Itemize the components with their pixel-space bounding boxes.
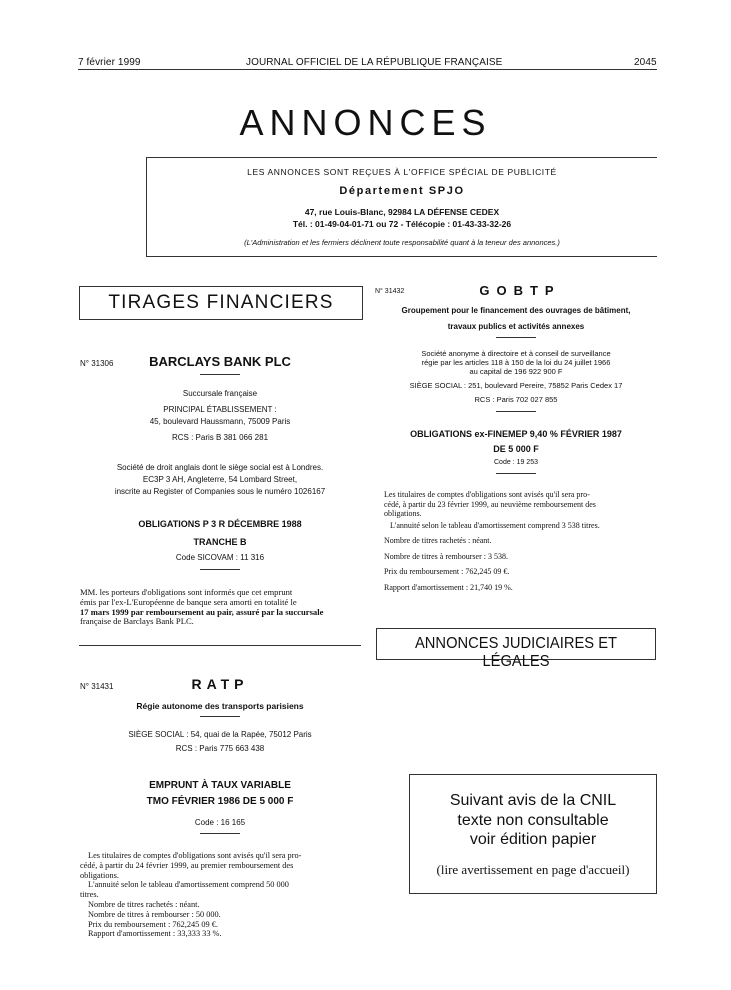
cnil-notice-box	[409, 774, 657, 894]
cnil-line2: texte non consultable	[457, 812, 609, 829]
notice-box	[146, 157, 657, 257]
gobtp-obligations: OBLIGATIONS ex-FINEMEP 9,40 % FÉVRIER 1987	[410, 429, 622, 439]
page-title: ANNONCES	[239, 102, 492, 143]
ratp-body-line7: Nombre de titres à rembourser : 50 000.	[88, 909, 221, 919]
barclays-line1: Succursale française	[182, 389, 258, 398]
barclays-separator	[200, 374, 240, 375]
barclays-name: BARCLAYS BANK PLC	[149, 354, 291, 369]
barclays-body-line1: MM. les porteurs d'obligations sont informés que cet emprunt	[80, 587, 293, 597]
notice-disclaimer: (L'Administration et les fermiers déclinent toute responsabilité quant à la teneur des annonces.)	[244, 238, 560, 247]
barclays-body-line2: émis par l'ex-L'Européenne de banque sera amorti en totalité le	[80, 596, 297, 607]
gobtp-status-line2: régie par les articles 118 à 150 de la loi du 24 juillet 1966	[421, 358, 611, 367]
ratp-body-line8: Prix du remboursement : 762,245 09 €.	[88, 919, 218, 929]
gobtp-number: N° 31432	[375, 288, 405, 295]
gobtp-body-line6: Nombre de titres à rembourser : 3 538.	[384, 551, 508, 561]
gobtp-body-line5: Nombre de titres rachetés : néant.	[384, 536, 492, 545]
notice-line1: LES ANNONCES SONT REÇUES À L'OFFICE SPÉCIAL DE PUBLICITÉ	[247, 167, 557, 177]
barclays-para3: inscrite au Register of Companies sous le numéro 1026167	[114, 487, 326, 496]
ratp-body-line2: cédé, à partir du 24 février 1999, au premier remboursement des	[80, 860, 294, 870]
gobtp-body-line2: cédé, à partir du 23 février 1999, au neuvième remboursement des	[384, 499, 596, 509]
tirages-financiers-heading-box	[79, 286, 363, 320]
barclays-line3: 45, boulevard Haussmann, 75009 Paris	[149, 417, 291, 426]
notice-address: 47, rue Louis-Blanc, 92984 LA DÉFENSE CEDEX	[304, 207, 500, 217]
gobtp-separator	[496, 337, 536, 338]
ratp-body-line1: Les titulaires de comptes d'obligations sont avisés qu'il sera pro-	[88, 851, 302, 860]
ratp-body-line6: Nombre de titres rachetés : néant.	[88, 899, 200, 909]
ratp-rcs: RCS : Paris 775 663 438	[175, 744, 265, 753]
gobtp-code-separator	[496, 473, 536, 474]
gobtp-body-line7: Prix du remboursement : 762,245 09 €.	[384, 567, 510, 576]
ratp-siege: SIÈGE SOCIAL : 54, quai de la Rapée, 75012 Paris	[128, 730, 312, 739]
barclays-para2: EC3P 3 AH, Angleterre, 54 Lombard Street,	[142, 475, 298, 484]
gobtp-name: GOBTP	[479, 283, 561, 298]
barclays-line4: RCS : Paris B 381 066 281	[171, 433, 269, 442]
header-page: 2045	[634, 57, 657, 68]
barclays-body	[80, 588, 360, 627]
barclays-code: Code SICOVAM : 11 316	[175, 553, 265, 562]
header-rule	[78, 69, 657, 70]
ratp-code-separator	[200, 833, 240, 834]
ratp-body-line4: L'annuité selon le tableau d'amortissement comprend 50 000	[88, 880, 289, 890]
gobtp-status-line1: Société anonyme à directoire et à conseil de surveillance	[421, 349, 611, 358]
barclays-tranche: TRANCHE B	[193, 537, 247, 547]
gobtp-body-line8: Rapport d'amortissement : 21,740 19 %.	[384, 582, 513, 592]
header-journal: JOURNAL OFFICIEL DE LA RÉPUBLIQUE FRANÇAISE	[246, 57, 503, 68]
cnil-line3: voir édition papier	[469, 831, 597, 848]
barclays-body-line4: française de Barclays Bank PLC.	[80, 616, 194, 627]
gobtp-rcs-separator	[496, 411, 536, 412]
barclays-number: N° 31306	[80, 359, 114, 368]
barclays-line2: PRINCIPAL ÉTABLISSEMENT :	[163, 405, 277, 414]
cnil-line4: (lire avertissement en page d'accueil)	[436, 862, 630, 877]
ratp-body	[80, 851, 364, 939]
gobtp-status-line3: au capital de 196 922 900 F	[469, 367, 563, 376]
barclays-body-line3: 17 mars 1999 par remboursement au pair, assuré par la succursale	[80, 606, 324, 617]
ratp-emprunt-line2: TMO FÉVRIER 1986 DE 5 000 F	[146, 796, 294, 807]
ratp-name: RATP	[191, 676, 249, 692]
barclays-obligations: OBLIGATIONS P 3 R DÉCEMBRE 1988	[138, 519, 302, 529]
gobtp-body	[384, 490, 660, 592]
ratp-number: N° 31431	[80, 682, 114, 691]
gobtp-siege: SIÈGE SOCIAL : 251, boulevard Pereire, 75852 Paris Cedex 17	[409, 381, 623, 390]
gobtp-body-line3: obligations.	[384, 509, 422, 518]
ratp-body-line3: obligations.	[80, 870, 119, 880]
ratp-code: Code : 16 165	[194, 818, 246, 827]
gobtp-body-line4: L'annuité selon le tableau d'amortissement comprend 3 538 titres.	[390, 520, 600, 530]
notice-tel: Tél. : 01-49-04-01-71 ou 72 - Télécopie : 01-43-33-32-26	[292, 219, 512, 229]
gobtp-subtitle-line2: travaux publics et activités annexes	[447, 322, 585, 331]
ratp-body-line9: Rapport d'amortissement : 33,333 33 %.	[88, 929, 222, 939]
cnil-line1: Suivant avis de la CNIL	[449, 792, 617, 809]
gobtp-status	[375, 349, 657, 376]
header-date: 7 février 1999	[78, 57, 141, 68]
ratp-body-line5: titres.	[80, 890, 99, 900]
gobtp-code: Code : 19 253	[494, 459, 538, 466]
gobtp-obligations-value: DE 5 000 F	[493, 444, 539, 454]
gobtp-rcs: RCS : Paris 702 027 855	[474, 395, 558, 404]
gobtp-body-line1: Les titulaires de comptes d'obligations sont avisés qu'il sera pro-	[384, 490, 590, 499]
annonces-judiciaires-heading: ANNONCES JUDICIAIRES ET LÉGALES	[414, 635, 618, 670]
barclays-para1: Société de droit anglais dont le siège social est à Londres.	[116, 463, 324, 472]
tirages-financiers-heading: TIRAGES FINANCIERS	[108, 292, 334, 313]
left-column-divider	[79, 645, 361, 646]
annonces-judiciaires-heading-box	[376, 628, 656, 670]
notice-department: Département SPJO	[339, 185, 465, 197]
barclays-code-separator	[200, 569, 240, 570]
gobtp-subtitle-line1: Groupement pour le financement des ouvrages de bâtiment,	[401, 306, 631, 315]
ratp-emprunt-line1: EMPRUNT À TAUX VARIABLE	[149, 780, 291, 791]
ratp-subtitle: Régie autonome des transports parisiens	[136, 701, 304, 711]
ratp-separator	[200, 716, 240, 717]
